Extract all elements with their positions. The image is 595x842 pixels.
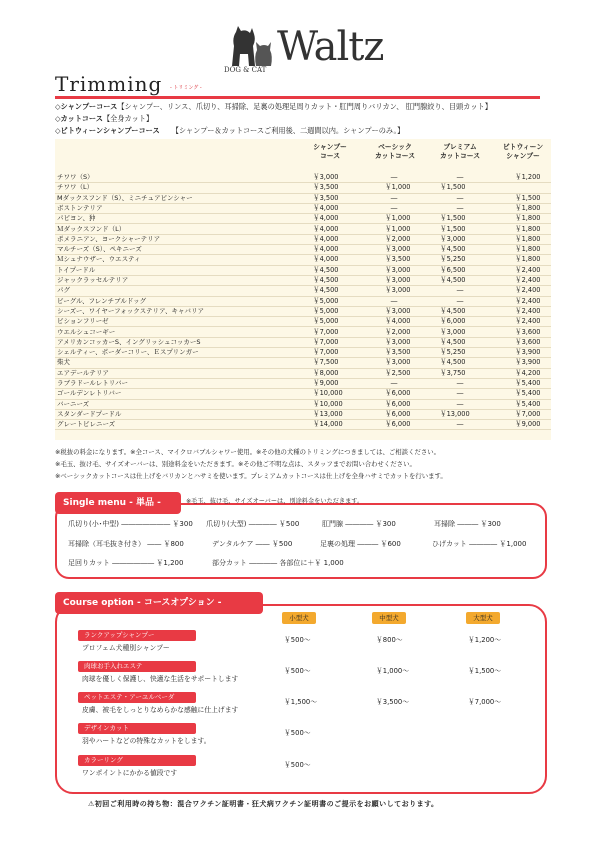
title-divider: [55, 96, 540, 99]
price-cell: ￥4,000: [313, 245, 339, 254]
breed-name: ビションフリーゼ: [57, 317, 109, 326]
note-line: ※税抜の料金になります。※全コース、マイクロバブルシャワー使用。※その他の犬種のトリミングにつきましては、ご相談ください。: [55, 448, 441, 456]
size-badge-small: 小型犬: [282, 612, 316, 624]
price-cell: ￥4,500: [440, 306, 466, 315]
price-cell: ￥10,000: [313, 389, 343, 398]
price-cell: ￥5,400: [515, 389, 541, 398]
single-menu-note: ※毛玉、抜け毛、サイズオーバーは、別途料金をいただきます。: [186, 498, 364, 505]
price-cell: ―: [456, 286, 464, 295]
price-cell: ￥7,500: [313, 358, 339, 367]
price-cell: ￥7,000: [515, 409, 541, 418]
single-item: 肛門腺 ―――― ￥300: [322, 520, 396, 528]
course-shampoo: [55, 102, 492, 112]
page-title: Trimming: [55, 72, 163, 96]
option-label: カラーリング: [78, 755, 196, 766]
price-cell: ￥2,400: [515, 265, 541, 274]
single-item: 爪切り(小･中型) ――――――― ￥300: [68, 520, 193, 528]
option-price: ￥500～: [284, 667, 311, 675]
price-cell: ￥3,000: [385, 265, 411, 274]
price-cell: ￥3,000: [313, 173, 339, 181]
price-cell: ￥4,000: [313, 255, 339, 264]
price-cell: ￥5,000: [313, 306, 339, 315]
breed-name: 柴犬: [57, 358, 70, 367]
price-cell: ￥2,400: [515, 296, 541, 305]
price-cell: ￥14,000: [313, 420, 343, 429]
breed-name: チワワ（L）: [57, 183, 94, 192]
price-cell: ￥3,000: [385, 276, 411, 284]
course-desc: 【シャンプー＆カットコースご利用後、二週間以内。シャンプーのみ。】: [171, 126, 405, 135]
price-cell: ￥6,000: [385, 409, 411, 418]
price-cell: ￥4,500: [313, 265, 339, 274]
price-cell: ￥4,000: [313, 214, 339, 223]
price-cell: ―: [456, 379, 464, 387]
price-cell: ￥1,800: [515, 245, 541, 254]
breed-name: バーニーズ: [57, 399, 90, 408]
option-price: ￥1,500～: [468, 667, 502, 675]
price-cell: ￥7,000: [313, 348, 339, 357]
price-cell: ￥10,000: [313, 399, 343, 408]
price-cell: ￥3,000: [385, 358, 411, 367]
option-desc: 皮膚、被毛をしっとりなめらかな感触に仕上げます: [82, 706, 239, 714]
option-price: ￥500～: [284, 636, 311, 644]
single-item: 足裏の処理 ――― ￥600: [320, 540, 401, 548]
breed-name: Ｍダックスフンド（L）: [57, 224, 126, 233]
price-cell: ￥1,800: [515, 224, 541, 233]
option-price: ￥3,500～: [376, 698, 410, 706]
price-cell: ￥1,800: [515, 234, 541, 243]
breed-name: ポメラニアン、ヨークシャーテリア: [57, 234, 161, 243]
price-cell: ￥13,000: [313, 409, 343, 418]
breed-name: シーズー、ワイヤーフォックステリア、キャバリア: [57, 306, 205, 315]
breed-name: エアデールテリア: [57, 368, 109, 377]
price-cell: ￥3,500: [385, 255, 411, 264]
course-name: ◇カットコース: [55, 114, 103, 123]
option-desc: プロフェム犬種別シャンプー: [82, 644, 170, 652]
price-cell: ￥1,800: [515, 214, 541, 223]
breed-name: トイプードル: [57, 265, 96, 274]
table-header-premium-cut: プレミアム カットコース: [439, 143, 481, 160]
price-cell: ￥1,000: [385, 214, 411, 223]
price-cell: ￥1,000: [385, 183, 411, 192]
price-cell: ￥5,250: [440, 255, 466, 264]
breed-name: パピヨン、狆: [57, 214, 96, 223]
breed-name: ビーグル、フレンチブルドッグ: [57, 296, 147, 305]
footer-notice: ⚠初回ご利用時の持ち物：混合ワクチン証明書・狂犬病ワクチン証明書のご提示をお願いしております。: [88, 800, 439, 808]
price-cell: ￥5,000: [313, 296, 339, 305]
price-cell: ￥3,000: [385, 306, 411, 315]
price-cell: ￥3,900: [515, 348, 541, 357]
price-cell: ―: [390, 296, 398, 305]
single-menu-tab: Single menu - 単品 -: [55, 492, 181, 514]
brand-subtitle: DOG & CAT: [224, 66, 267, 74]
price-cell: ￥6,500: [440, 265, 466, 274]
price-cell: ―: [456, 296, 464, 305]
course-name: ◇シャンプーコース: [55, 102, 118, 111]
breed-name: グレートピレニーズ: [57, 420, 116, 429]
table-row: [55, 419, 551, 430]
breed-name: ウエルシュコーギー: [57, 327, 116, 336]
price-cell: ￥4,500: [440, 358, 466, 367]
table-header-between: ビトウィーン シャンプー: [502, 143, 544, 160]
price-cell: ￥7,000: [313, 327, 339, 336]
price-cell: ￥1,500: [440, 183, 466, 192]
price-cell: ￥2,400: [515, 306, 541, 315]
option-price: ￥7,000～: [468, 698, 502, 706]
price-cell: ￥3,750: [440, 368, 466, 377]
price-cell: ￥2,000: [385, 234, 411, 243]
option-price: ￥1,500～: [284, 698, 318, 706]
table-header-basic-cut: ベーシック カットコース: [374, 143, 416, 160]
price-cell: ￥2,400: [515, 286, 541, 295]
breed-name: スタンダードプードル: [57, 409, 122, 418]
price-cell: ￥1,800: [515, 255, 541, 264]
price-cell: ￥6,000: [385, 389, 411, 398]
price-cell: ￥7,000: [313, 337, 339, 346]
price-cell: ￥3,900: [515, 358, 541, 367]
single-item: 爪切り(大型) ―――― ￥500: [206, 520, 300, 528]
dog-cat-silhouette-icon: [226, 22, 276, 68]
option-price: ￥1,200～: [468, 636, 502, 644]
course-cut: [55, 114, 153, 124]
price-cell: ￥4,500: [440, 337, 466, 346]
option-desc: 肉球を優しく保護し、快適な生活をサポートします: [82, 675, 239, 683]
option-label: 肉球お手入れエステ: [78, 661, 196, 672]
breed-name: ラブラドールレトリバー: [57, 379, 129, 387]
price-cell: ―: [390, 379, 398, 387]
breed-name: ゴールデンレトリバー: [57, 389, 122, 398]
price-cell: ￥3,500: [385, 348, 411, 357]
logo: [222, 18, 382, 80]
price-cell: ￥6,000: [440, 317, 466, 326]
breed-name: Ｍシュナウザー、ウエスティ: [57, 255, 141, 264]
price-cell: ￥1,800: [515, 203, 541, 212]
breed-name: アメリカンコッカーS、イングリッシュコッカーS: [57, 337, 201, 346]
note-line: ※毛玉、抜け毛、サイズオーバーは、別途料金をいただきます。※その他ご不明な点は、スタッフまでお問い合わせください。: [55, 460, 416, 468]
price-cell: ￥2,000: [385, 327, 411, 336]
price-cell: ￥1,500: [440, 224, 466, 233]
breed-name: ボストンテリア: [57, 203, 103, 212]
price-cell: ￥6,000: [385, 420, 411, 429]
brand-name: Waltz: [277, 24, 384, 70]
breed-name: Mダックスフンド（S）、ミニチュアピンシャー: [57, 193, 193, 202]
course-option-tab: Course option - コースオプション -: [55, 592, 263, 614]
size-badge-large: 大型犬: [466, 612, 500, 624]
price-cell: ￥4,500: [313, 286, 339, 295]
price-cell: ￥4,500: [440, 245, 466, 254]
single-item: ひげカット ―――― ￥1,000: [432, 540, 527, 548]
price-cell: ￥3,500: [313, 193, 339, 202]
breed-name: パグ: [57, 286, 70, 295]
single-item: 耳掃除（耳毛抜き付き） ―― ￥800: [68, 540, 184, 548]
breed-name: シェルティー、ボーダーコリー、Ｅスプリンガー: [57, 348, 199, 357]
price-cell: ￥4,500: [440, 276, 466, 284]
single-item: 足回りカット ―――――― ￥1,200: [68, 559, 184, 567]
price-cell: ￥9,000: [515, 420, 541, 429]
price-cell: ￥5,400: [515, 399, 541, 408]
price-cell: ―: [456, 203, 464, 212]
option-price: ￥800～: [376, 636, 403, 644]
price-cell: ￥5,250: [440, 348, 466, 357]
price-cell: ￥1,500: [440, 214, 466, 223]
option-desc: ワンポイントにかかる値段です: [82, 769, 178, 777]
page-title-ruby: - トリミング -: [170, 85, 202, 91]
price-cell: ―: [390, 193, 398, 202]
price-cell: ￥1,500: [515, 193, 541, 202]
price-cell: ―: [456, 173, 464, 181]
price-cell: ￥3,000: [440, 234, 466, 243]
size-badge-medium: 中型犬: [372, 612, 406, 624]
price-cell: ￥3,000: [440, 327, 466, 336]
option-price: ￥500～: [284, 729, 311, 737]
option-desc: 羽やハートなどの特殊なカットをします。: [82, 737, 211, 745]
table-header-shampoo: シャンプー コース: [313, 143, 347, 160]
breed-name: ジャックラッセルテリア: [57, 276, 129, 284]
price-cell: ￥4,000: [313, 203, 339, 212]
course-between: [55, 126, 404, 136]
price-cell: ￥5,400: [515, 379, 541, 387]
course-name: ◇ビトウィーンシャンプーコース: [55, 126, 160, 135]
single-item: デンタルケア ―― ￥500: [212, 540, 293, 548]
price-cell: ￥4,000: [313, 224, 339, 233]
breed-name: マルチーズ（S）、ペキニーズ: [57, 245, 142, 254]
price-cell: ￥3,000: [385, 337, 411, 346]
option-price: ￥1,000～: [376, 667, 410, 675]
price-cell: ￥1,200: [515, 173, 541, 181]
option-label: ペットエステ・アーユルベーダ: [78, 692, 196, 703]
price-cell: ￥4,000: [313, 234, 339, 243]
price-cell: ―: [456, 399, 464, 408]
price-cell: ￥2,400: [515, 276, 541, 284]
price-cell: ￥5,000: [313, 317, 339, 326]
breed-name: チワワ（S）: [57, 173, 94, 181]
price-cell: ―: [456, 389, 464, 398]
note-line: ※ベーシックカットコースは仕上げをバリカンとハサミを使います。プレミアムカットコースは仕上げを全身ハサミでカットを行います。: [55, 472, 447, 480]
price-cell: ―: [390, 203, 398, 212]
price-cell: ￥3,600: [515, 337, 541, 346]
price-cell: ￥3,600: [515, 327, 541, 336]
single-item: 部分カット ―――― 各部位に＋￥ 1,000: [212, 559, 344, 567]
price-cell: ―: [456, 193, 464, 202]
course-desc: 【シャンプー、リンス、爪切り、耳掃除、足裏の処理足周りカット・肛門周りバリカン、 肛門腺絞り、目頭カット】: [117, 102, 492, 111]
price-cell: ￥4,200: [515, 368, 541, 377]
price-cell: ￥13,000: [440, 409, 470, 418]
price-cell: ￥2,500: [385, 368, 411, 377]
price-cell: ―: [390, 173, 398, 181]
price-cell: ￥4,000: [385, 317, 411, 326]
price-cell: ￥8,000: [313, 368, 339, 377]
price-cell: ￥3,000: [385, 286, 411, 295]
course-desc: 【全身カット】: [102, 114, 154, 123]
price-cell: ￥6,000: [385, 399, 411, 408]
price-cell: ―: [456, 420, 464, 429]
option-label: デザインカット: [78, 723, 196, 734]
price-cell: ￥4,500: [313, 276, 339, 284]
single-item: 耳掃除 ――― ￥300: [434, 520, 501, 528]
price-cell: ￥1,000: [385, 224, 411, 233]
option-price: ￥500～: [284, 761, 311, 769]
option-label: ランクアップシャンプー: [78, 630, 196, 641]
price-cell: ￥3,000: [385, 245, 411, 254]
price-cell: ￥3,500: [313, 183, 339, 192]
price-cell: ￥2,400: [515, 317, 541, 326]
price-cell: ￥9,000: [313, 379, 339, 387]
